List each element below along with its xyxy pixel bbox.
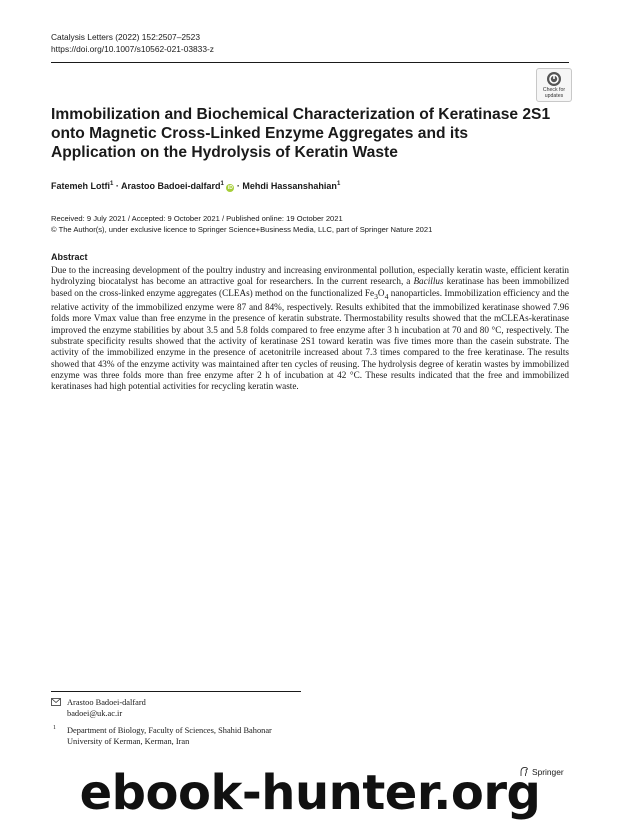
check-updates-icon [546,71,562,87]
check-for-updates-badge[interactable] [536,68,572,102]
author-affiliation-mark: 1 [110,181,114,187]
watermark: ebook-hunter.org [79,765,541,821]
author-affiliation-mark: 1 [220,181,224,187]
journal-header [51,31,214,55]
author-separator: · [234,181,243,191]
publication-dates [51,214,432,235]
author-name[interactable]: Mehdi Hassanshahian [242,181,337,191]
affiliation-line: Department of Biology, Faculty of Sciences, Shahid Bahonar [67,726,272,735]
journal-citation: Catalysis Letters (2022) 152:2507–2523 [51,32,200,42]
abstract-text: Due to the increasing development of the poultry industry and increasing environmental pollution, especially keratin waste, efficient keratin hydrolyzing biocatalyst has become an attractive goal for researchers. In the current research, a Bacillus keratinase has been immobilized based on the cross-linked enzyme aggregates (CLEAs) method on the functionalized $Fe_3O_4$ nanoparticles. Immobilization efficiency and the relative activity of the immobilized enzyme were 87 and 84%, respectively. Results exhibited that the immobilized keratinase showed 7.96 folds more Vmax value than free enzyme in the presence of keratin substrate. Thermostability results showed that the mCLEAs-keratinase improved the enzyme stabilities by about 3.5 and 5.8 folds compared to free enzyme after 3 h incubation at 70 and 80 °C, respectively. The substrate specificity results showed that the activity of keratinase 2S1 toward keratin was five times more than the casein substrate. The activity of the immobilized enzyme in the presence of acetonitrile increased about 7.3 times compared to the free keratinase. The results showed that 43% of the enzyme activity was maintained after ten cycles of reusing. The hydrolysis degree of keratin wastes by immobilized enzyme was three folds more than free enzyme after 2 h of incubation at 42 °C. These results indicated that the free and immobilized keratinases had high potential activities for recycling keratin waste. [51,265,569,392]
publisher-name: Springer [532,766,564,777]
author-separator: · [113,181,122,191]
header-rule [51,62,569,63]
envelope-icon [51,698,61,706]
check-updates-line1: Check for [542,87,566,93]
author-name[interactable]: Fatemeh Lotfi [51,181,111,191]
affiliation-number: 1 [53,725,56,731]
author-name[interactable]: Arastoo Badoei-dalfard [121,181,221,191]
doi-link[interactable]: https://doi.org/10.1007/s10562-021-03833-z [51,44,214,54]
corresponding-author-name: Arastoo Badoei-dalfard [67,698,146,707]
affiliation-line: University of Kerman, Kerman, Iran [67,737,190,746]
paper-title: Immobilization and Biochemical Characterization of Keratinase 2S1 onto Magnetic Cross-Linked Enzyme Aggregates and its Application on the Hydrolysis of Keratin Waste [51,106,551,161]
corresponding-author-email[interactable]: badoei@uk.ac.ir [67,709,123,718]
footnote-rule [51,691,301,692]
abstract-heading: Abstract [51,252,88,262]
author-affiliation-mark: 1 [336,181,341,187]
orcid-icon[interactable]: iD [227,185,233,191]
author-list [51,181,340,192]
check-updates-line2: updates [544,92,564,99]
copyright-notice: © The Author(s), under exclusive licence to Springer Science+Business Media, LLC, part of Springer Nature 2021 [51,224,433,234]
history-dates: Received: 9 July 2021 / Accepted: 9 October 2021 / Published online: 19 October 2021 [51,214,343,223]
